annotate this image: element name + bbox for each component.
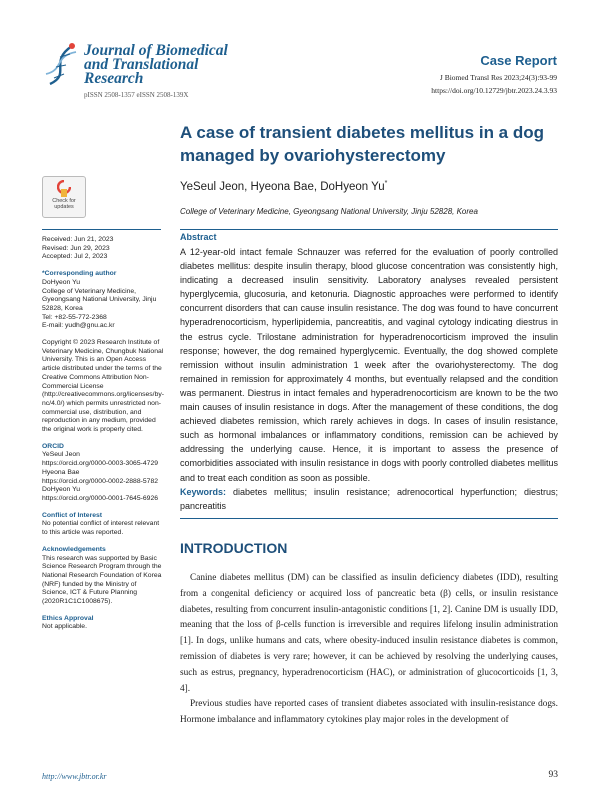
introduction-body [180,571,558,729]
divider [42,229,161,230]
orcid-list: YeSeul Jeon https://orcid.org/0000-0003-3065-4729 Hyeona Bae https://orcid.org/0000-0002-2888-5782 DoHyeon Yu https://orcid.org/0000-0001-7645-6926 [42,451,159,502]
badge-label: Check for updates [52,198,76,210]
corresponding-info: DoHyeon Yu College of Veterinary Medicine, Gyeongsang National University, Jinju 52828, Korea Tel: +82-55-772-2368 E-mail: yudh@gnu.ac.kr [42,278,157,330]
abstract-text: A 12-year-old intact female Schnauzer was referred for the evaluation of poorly controlled diabetes mellitus: despite insulin therapy, blood glucose concentration was consistently high, indicating a decreased insulin sensitivity. Laboratory analyses revealed persistent hyperglycemia, glucosuria, and ketonuria. Diagnostic approaches were performed to identify concurrent disorders that can cause insulin resistance. The dog was found to have concurrent hyperadrenocorticism, hyperlipidemia, pancreatitis, and vaginal cytology indicating diestrus in the estrus cycle. Trilostane administration for hyperadrenocorticism improved the insulin response; however, the dog remained hyperglycemic. Eventually, the dog showed complete remission without insulin administration 1 week after the ovariohysterectomy. The dog remained in remission for approximately 4 months, but eventually relapsed and the condition was permanent. Diestrus in intact females and hyperadrenocorticism are known to be the two main causes of insulin resistance in dogs. After the management of these conditions, the dog achieved diabetes remission, which rarely achieves in dogs. In cases of insulin resistance, such as hormonal imbalances or inflammatory conditions, remission can be achieved by addressing the underlying cause. Hence, it is important to assess the presence of comorbidities associated with insulin resistance in dogs with poorly controlled diabetes mellitus and to treat each condition as soon as possible. [180,247,558,483]
abstract-heading: Abstract [180,232,217,242]
revised-date: Revised: Jun 29, 2023 [42,244,110,252]
introduction-heading: INTRODUCTION [180,540,288,556]
article-type: Case Report [480,53,557,68]
divider [180,229,558,230]
author-list: YeSeul Jeon, Hyeona Bae, DoHyeon Yu [180,180,385,193]
orcid-heading: ORCID [42,442,64,450]
paragraph: Previous studies have reported cases of transient diabetes associated with insulin-resistance dogs. Hormone imbalance and inflammatory cytokines play major roles in the development of [180,699,558,726]
citation: J Biomed Transl Res 2023;24(3):93-99 [439,73,557,82]
accepted-date: Accepted: Jul 2, 2023 [42,253,108,261]
issn-text: pISSN 2508-1357 eISSN 2508-139X [84,91,189,99]
doi-link[interactable]: https://doi.org/10.12729/jbtr.2023.24.3.93 [431,86,557,95]
check-for-updates-icon [57,180,71,198]
corresponding-mark: * [384,180,388,187]
conflict-heading: Conflict of Interest [42,511,103,519]
affiliation: College of Veterinary Medicine, Gyeongsang National University, Jinju 52828, Korea [180,207,478,216]
abstract-body [180,245,558,513]
journal-logo-icon [42,40,82,90]
journal-url-link[interactable]: http://www.jbtr.or.kr [42,772,107,781]
keywords-label: Keywords: [180,486,227,497]
journal-name: Journal of Biomedical and Translational Research [84,42,228,87]
check-for-updates-badge[interactable] [42,176,86,218]
page-number: 93 [548,770,558,780]
divider [180,518,558,519]
article-info-sidebar [42,236,164,632]
paragraph: Canine diabetes mellitus (DM) can be classified as insulin deficiency diabetes (IDD), resulting from a congenital deficiency or acquired loss of pancreatic beta (β) cells, or insulin resistance diabetes, resulting from concurrent insulin-antagonistic conditions [1, 2]. Canine DM is usually IDD, meaning that the loss of β-cells function is irreversible and requires lifelong insulin administration [1]. In dogs, unlike humans and cats, where obesity-induced insulin resistance diabetes is common, remission of diabetes is very rare; however, it can be achieved by resolving the underlying causes, such as estrus, pregnancy, hyperadrenocorticism (HAC), or administration of glucocorticoids [1, 3, 4]. [180,573,558,694]
received-date: Received: Jun 21, 2023 [42,236,114,243]
corresponding-heading: *Corresponding author [42,270,117,278]
authors [180,180,387,193]
ethics-heading: Ethics Approval [42,614,94,622]
keywords-list: diabetes mellitus; insulin resistance; adrenocortical hyperfunction; diestrus; pancreatitis [180,486,558,511]
keywords [180,485,558,513]
article-title: A case of transient diabetes mellitus in a dog managed by ovariohysterectomy [180,123,545,165]
copyright-notice: Copyright © 2023 Research Institute of Veterinary Medicine, Chungbuk National University. This is an Open Access article distributed under the terms of the Creative Commons Attribution Non-Commercial License (http://creativecommons.org/licenses/by-nc/4.0/) which permits unrestricted non-commercial use, distribution, and reproduction in any medium, provided the original work is properly cited. [42,339,165,434]
acknowledgements-text: This research was supported by Basic Science Research Program through the National Research Foundation of Korea (NRF) funded by the Ministry of Science, ICT & Future Planning (2020R1C1C1008675). [42,554,162,606]
conflict-text: No potential conflict of interest relevant to this article was reported. [42,520,160,537]
ethics-text: Not applicable. [42,623,87,631]
acknowledgements-heading: Acknowledgements [42,545,106,553]
